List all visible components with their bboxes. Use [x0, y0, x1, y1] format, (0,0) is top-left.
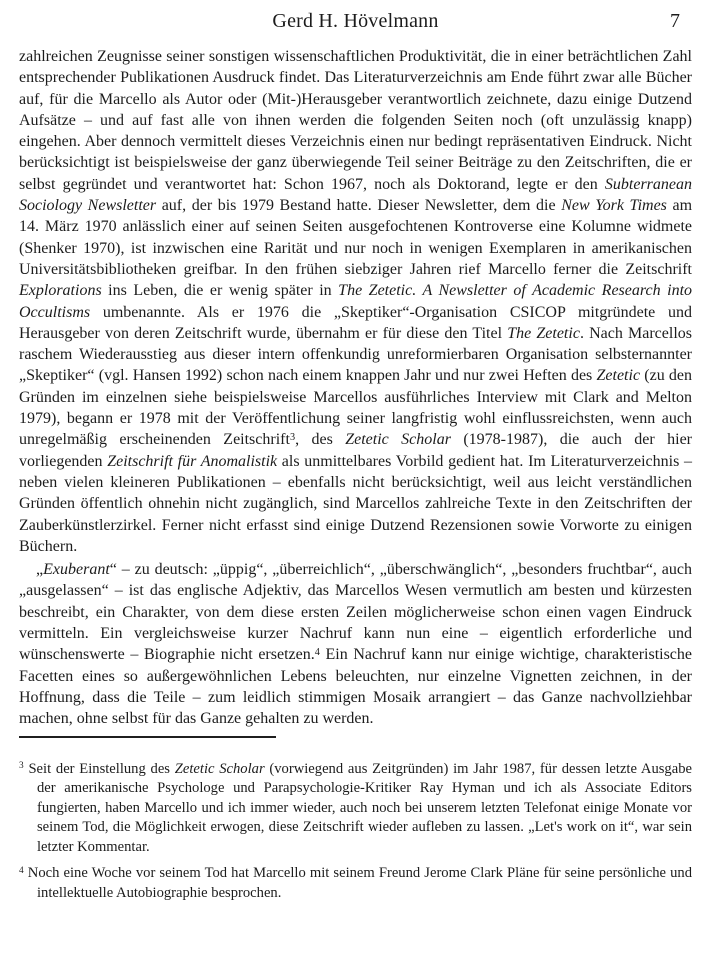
page-header	[19, 8, 692, 35]
text-run: „	[36, 561, 44, 579]
footnote-separator	[19, 736, 276, 738]
footnotes	[19, 760, 692, 904]
text-run: ins Leben, die er wenig später in	[101, 282, 339, 300]
paragraph	[19, 46, 692, 557]
italic-text-run: Exuberant	[43, 561, 110, 579]
text-run: Ein Nachruf kann nur einige wichtige, charakteristische Facetten eines so außergewöhnlichen Lebens beleuchten, nur einzelne Vignetten zeichnen, in der Hoffnung, dass die Teile – zum leidlich stimmigen Mosaik arrangiert – das Ganze nachvollziehbar machen, ohne selbst für das Ganze gehalten zu werden.	[19, 646, 693, 728]
italic-text-run: The Zetetic. A Newsletter of Academic Research into Occultisms	[19, 282, 693, 321]
italic-text-run: Subterranean Sociology Newsletter	[19, 175, 692, 215]
footnote-reference: 4	[314, 646, 320, 658]
italic-text-run: Zetetic Scholar	[174, 760, 265, 777]
text-run: auf, der bis 1979 Bestand hatte. Dieser Newsletter, dem die	[156, 197, 562, 215]
italic-text-run: Zetetic	[596, 367, 641, 385]
text-run: (1978-1987), die auch der hier vorliegenden	[19, 431, 692, 470]
paragraph	[19, 559, 692, 729]
italic-text-run: The Zetetic	[507, 324, 580, 342]
text-run: (zu den Gründen im einzelnen siehe beispielsweise Marcellos ausführliches Interview mit Clark and Melton 1979), begann er 1978 mit der Veröffentlichung seiner langfristig wohl einflussreichsten, wenn auch unregelmäßig erscheinenden Zeitschrift	[19, 367, 693, 449]
page-number: 7	[670, 10, 680, 32]
text-run: “ – zu deutsch: „üppig“, „überreichlich“, „überschwänglich“, „besonders fruchtbar“, auch „ausgelassen“ – ist das englische Adjektiv, das Marcellos Wesen vermutlich am besten und kürzesten beschreibt, ein Charakter, von dem diese ersten Zeilen möglicherweise schon einen vagen Eindruck vermitteln. Ein vergleichsweise kurzer Nachruf kann nun eine – eigentlich erforderliche und wünschenswerte – Biographie nicht ersetzen.	[19, 561, 692, 664]
text-run: Seit der Einstellung des	[28, 760, 175, 777]
running-head: Gerd H. Hövelmann	[272, 10, 439, 32]
italic-text-run: New York Times	[561, 197, 667, 215]
text-run: , des	[295, 431, 346, 449]
text-run: . Nach Marcellos raschem Wiederausstieg aus dieser intern offenkundig unreformierbaren Organisation selbsternannter „Skeptiker“ (vgl. Hansen 1992) schon nach einem knappen Jahr und nur zwei Heften des	[19, 324, 693, 385]
italic-text-run: Explorations	[19, 282, 102, 300]
text-run: zahlreichen Zeugnisse seiner sonstigen wissenschaftlichen Produktivität, die in einer beträchtlichen Zahl entsprechender Publikationen Ausdruck findet. Das Literaturverzeichnis am Ende führt zwar alle Bücher auf, für die Marcello als Autor oder (Mit-)Herausgeber verantwortlich zeichnete, dazu einige Dutzend Aufsätze – und auf fast alle von ihnen werden die folgenden Seiten noch (oft unzulässig knapp) eingehen. Aber dennoch vermittelt dieses Verzeichnis einen nur bedingt repräsentativen Eindruck. Nicht berücksichtigt ist beispielsweise der ganz überwiegende Teil seiner Beiträge zu den Zeitschriften, die er selbst gegründet und verantwortet hat: Schon 1967, noch als Doktorand, legte er den	[19, 48, 692, 193]
text-run: (vorwiegend aus Zeitgründen) im Jahr 1987, für dessen letzte Ausgabe der amerikanische Psychologe und Parapsychologie-Kritiker Ray Hyman und ich als Associate Editors fungierten, haben Marcello und ich immer wieder, auch noch bei unserem letzten Telefonat einige Monate vor seinem Tod, die Möglichkeit erwogen, diese Zeitschrift wieder aufleben zu lassen. „Let's work on it“, war sein letzter Kommentar.	[37, 760, 692, 855]
text-run: Noch eine Woche vor seinem Tod hat Marcello mit seinem Freund Jerome Clark Pläne für seine persönliche und intellektuelle Autobiographie besprochen.	[27, 865, 693, 902]
footnote-reference: 3	[289, 431, 296, 443]
text-run: umbenannte. Als er 1976 die „Skeptiker“-Organisation CSICOP mitgründete und Herausgeber von deren Zeitschrift wurde, übernahm er für diese den Titel	[19, 303, 692, 342]
text-run: als unmittelbares Vorbild gedient hat. Im Literaturverzeichnis – neben vielen kleineren Publikationen – ebenfalls nicht berücksichtigt, weil aus leicht verständlichen Gründen öffentlich ohnehin nicht zugänglich, sind Marcellos zahlreiche Texte in den Zeitschriften der Zauberkünstlerzirkel. Ferner nicht erfasst sind einige Dutzend Rezensionen sowie Vorworte zu einigen Büchern.	[19, 452, 692, 555]
body-text	[19, 46, 692, 730]
italic-text-run: Zetetic Scholar	[345, 431, 451, 449]
footnote	[19, 864, 692, 903]
italic-text-run: Zeitschrift für Anomalistik	[107, 452, 278, 470]
footnote-marker: 4	[19, 866, 24, 877]
footnote-marker: 3	[19, 761, 24, 772]
footnote	[19, 760, 692, 858]
text-run: am 14. März 1970 anlässlich einer auf seinen Seiten ausgefochtenen Kontroverse eine Kolumne widmete (Shenker 1970), ist inzwischen eine Rarität und nur noch in wenigen Exemplaren in amerikanischen Universitätsbibliotheken greifbar. In den frühen siebziger Jahren rief Marcello ferner die Zeitschrift	[19, 197, 693, 278]
